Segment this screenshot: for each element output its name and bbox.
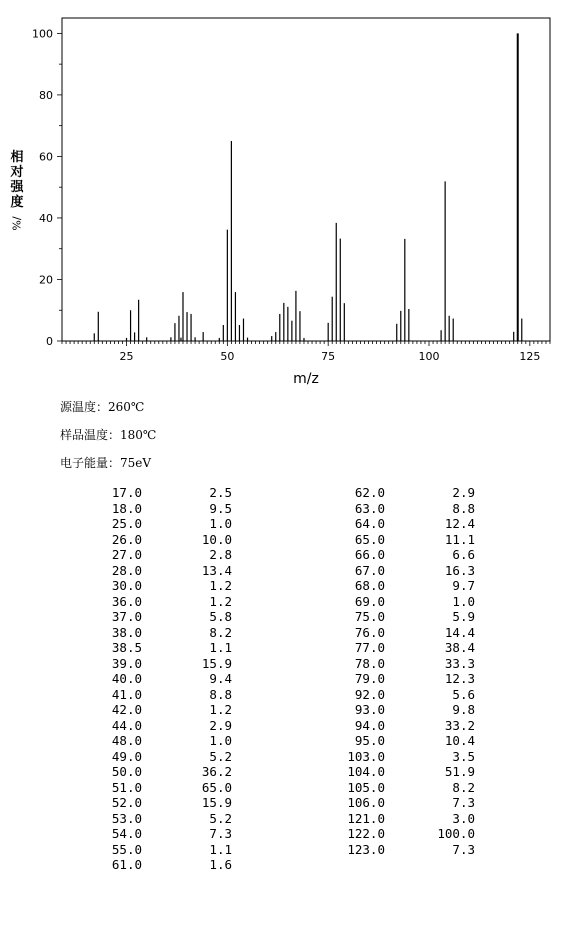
peak-table-row [345,485,475,501]
mz-value: 92.0 [354,686,385,702]
peak-table-row [345,625,475,641]
peak-table-row [345,702,475,718]
intensity-value: 36.2 [201,764,232,779]
peak-table-row [345,733,475,749]
peak-table-row [102,795,232,811]
peak-table-row [345,811,475,827]
mz-value: 104.0 [347,764,385,779]
mz-value: 63.0 [354,500,385,516]
x-tick-label: 100 [418,350,440,363]
mz-value: 28.0 [111,562,142,578]
peak-table-row [102,718,232,734]
peak-table-right [345,485,475,857]
mz-value: 26.0 [111,531,142,547]
mz-value: 52.0 [111,795,142,810]
peak-table-row [102,547,232,563]
intensity-value: 14.4 [444,624,475,640]
y-tick-label: 0 [46,335,53,348]
mz-value: 62.0 [354,485,385,500]
intensity-value: 5.2 [209,810,232,826]
peak-table-row [102,640,232,656]
peak-table-row [102,857,232,873]
peak-table-row [345,671,475,687]
mz-value: 76.0 [354,624,385,640]
y-tick-label: 80 [39,88,53,102]
intensity-value: 9.5 [209,500,232,516]
mz-value: 36.0 [111,593,142,609]
y-axis-unit: %/ [10,216,24,231]
peak-table-row [102,656,232,672]
mz-value: 105.0 [347,779,385,795]
mz-value: 40.0 [111,671,142,686]
mz-value: 65.0 [354,531,385,547]
mz-value: 66.0 [354,547,385,562]
mz-value: 93.0 [354,702,385,717]
intensity-value: 12.4 [444,516,475,531]
intensity-value: 8.2 [209,624,232,640]
mz-value: 17.0 [111,485,142,500]
intensity-value: 1.2 [209,702,232,717]
intensity-value: 10.0 [201,531,232,547]
intensity-value: 51.9 [444,764,475,779]
mz-value: 41.0 [111,686,142,702]
intensity-value: 9.8 [452,702,475,717]
y-tick-label: 100 [32,27,53,41]
intensity-value: 3.0 [452,810,475,826]
peak-table-row [102,671,232,687]
intensity-value: 15.9 [201,795,232,810]
peak-table-row [345,640,475,656]
peak-table-row [102,749,232,765]
intensity-value: 11.1 [444,531,475,547]
mz-value: 67.0 [354,562,385,578]
peak-table-row [345,764,475,780]
intensity-value: 9.4 [209,671,232,686]
intensity-value: 1.0 [209,733,232,748]
mz-value: 103.0 [347,748,385,764]
mz-value: 42.0 [111,702,142,717]
source-temperature: 源温度：260℃ [60,400,145,414]
mz-value: 122.0 [347,826,385,841]
peak-table-row [102,702,232,718]
peak-table-row [345,749,475,765]
mz-value: 51.0 [111,779,142,795]
mz-value: 68.0 [354,578,385,593]
intensity-value: 1.1 [209,841,232,857]
peak-table-row [102,687,232,703]
mz-value: 55.0 [111,841,142,857]
peak-table-row [345,594,475,610]
intensity-value: 16.3 [444,562,475,578]
peak-table-row [102,842,232,858]
intensity-value: 2.9 [209,717,232,733]
mz-value: 38.0 [111,624,142,640]
peak-table-row [102,578,232,594]
peak-table-left [102,485,232,873]
intensity-value: 13.4 [201,562,232,578]
peak-table-row [102,516,232,532]
mz-value: 27.0 [111,547,142,562]
peak-table-row [102,625,232,641]
peak-table-row [345,842,475,858]
mz-value: 44.0 [111,717,142,733]
peak-table-row [345,516,475,532]
y-axis-title [8,150,26,231]
intensity-value: 8.8 [452,500,475,516]
intensity-value: 9.7 [452,578,475,593]
intensity-value: 100.0 [437,826,475,841]
intensity-value: 12.3 [444,671,475,686]
mz-value: 64.0 [354,516,385,531]
peak-table-row [345,718,475,734]
intensity-value: 5.9 [452,609,475,624]
plot-frame [62,18,550,341]
sample-temperature: 样品温度：180℃ [60,428,157,442]
intensity-value: 33.3 [444,655,475,671]
mz-value: 48.0 [111,733,142,748]
mz-value: 38.5 [111,640,142,655]
mz-value: 25.0 [111,516,142,531]
mz-value: 53.0 [111,810,142,826]
mz-value: 69.0 [354,593,385,609]
peak-table-row [102,532,232,548]
peak-table-row [345,687,475,703]
peak-table-row [345,563,475,579]
mz-value: 106.0 [347,795,385,810]
intensity-value: 7.3 [209,826,232,841]
mz-value: 50.0 [111,764,142,779]
mz-value: 95.0 [354,733,385,748]
intensity-value: 7.3 [452,795,475,810]
peak-table-row [345,795,475,811]
x-tick-label: 75 [321,350,336,363]
mz-value: 94.0 [354,717,385,733]
intensity-value: 7.3 [452,841,475,857]
peak-table-row [102,764,232,780]
intensity-value: 1.6 [209,857,232,872]
peak-table-row [345,826,475,842]
intensity-value: 8.8 [209,686,232,702]
intensity-value: 5.8 [209,609,232,624]
peak-table-row [345,532,475,548]
y-tick-label: 40 [39,211,53,225]
peak-table-row [345,609,475,625]
peak-table-row [102,733,232,749]
peak-table-row [102,780,232,796]
y-axis-title-text: 相对强度 [10,150,24,210]
mass-spectrum-chart [0,0,570,400]
plot-area [32,18,550,387]
peak-table-row [345,547,475,563]
mz-value: 61.0 [111,857,142,872]
mz-value: 18.0 [111,500,142,516]
peak-table-row [345,501,475,517]
mz-value: 30.0 [111,578,142,593]
peak-table-row [345,578,475,594]
intensity-value: 5.6 [452,686,475,702]
peak-table-row [102,594,232,610]
peak-table-row [102,609,232,625]
mz-value: 121.0 [347,810,385,826]
peak-table-row [102,826,232,842]
mz-value: 54.0 [111,826,142,841]
peak-table-row [345,780,475,796]
x-tick-label: 125 [519,350,541,363]
intensity-value: 1.0 [452,593,475,609]
mz-value: 79.0 [354,671,385,686]
electron-energy: 电子能量：75eV [60,456,152,470]
intensity-value: 5.2 [209,748,232,764]
intensity-value: 3.5 [452,748,475,764]
intensity-value: 65.0 [201,779,232,795]
intensity-value: 1.2 [209,593,232,609]
x-axis-title: m/z [293,371,319,387]
x-tick-label: 25 [119,350,134,363]
intensity-value: 1.2 [209,578,232,593]
peak-table-row [102,501,232,517]
intensity-value: 2.8 [209,547,232,562]
peak-table-row [102,563,232,579]
mz-value: 77.0 [354,640,385,655]
peak-table-row [102,811,232,827]
mz-value: 37.0 [111,609,142,624]
intensity-value: 33.2 [444,717,475,733]
intensity-value: 2.9 [452,485,475,500]
intensity-value: 38.4 [444,640,475,655]
intensity-value: 2.5 [209,485,232,500]
y-tick-label: 60 [39,150,53,164]
mz-value: 123.0 [347,841,385,857]
intensity-value: 8.2 [452,779,475,795]
y-tick-label: 20 [39,273,53,287]
intensity-value: 1.0 [209,516,232,531]
peak-table-row [102,485,232,501]
mz-value: 75.0 [354,609,385,624]
peak-table-row [345,656,475,672]
intensity-value: 1.1 [209,640,232,655]
intensity-value: 10.4 [444,733,475,748]
mz-value: 49.0 [111,748,142,764]
intensity-value: 15.9 [201,655,232,671]
intensity-value: 6.6 [452,547,475,562]
x-tick-label: 50 [220,350,235,363]
mz-value: 39.0 [111,655,142,671]
mz-value: 78.0 [354,655,385,671]
